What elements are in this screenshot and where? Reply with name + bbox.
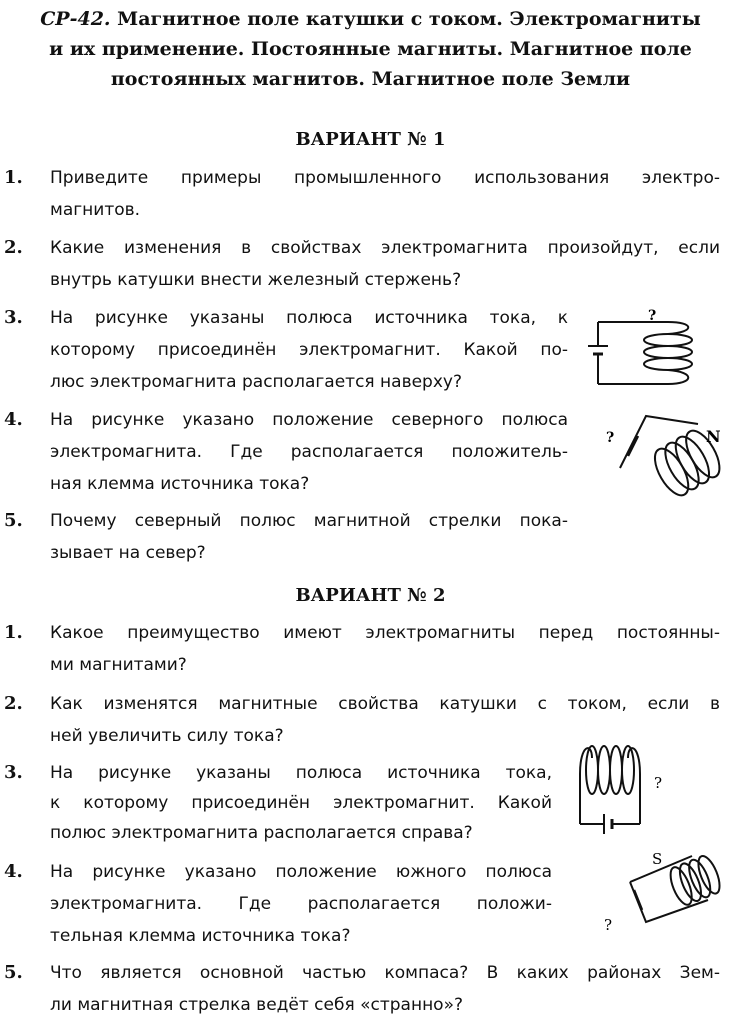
question-line: Приведите примеры промышленного использования электро- [50, 168, 720, 188]
question-line: зывает на север? [50, 543, 206, 563]
question-line: ми магнитами? [50, 655, 187, 675]
question-line: Что является основной частью компаса? В каких районах Зем- [50, 963, 720, 983]
title-line-1: СР-42. Магнитное поле катушки с током. Электромагниты [40, 8, 701, 30]
question-line: На рисунке указано положение южного полюса [50, 862, 552, 882]
unknown-pole-label: ? [648, 308, 657, 324]
question-line: которому присоединён электромагнит. Какой по- [50, 340, 568, 360]
worksheet-code: СР-42. [40, 8, 111, 30]
question-line: ней увеличить силу тока? [50, 726, 284, 746]
v2-q3-circuit-figure [574, 734, 724, 834]
question-number: 5. [4, 510, 23, 531]
question-line: внутрь катушки внести железный стержень? [50, 270, 462, 290]
question-number: 1. [4, 167, 23, 188]
question-number: 3. [4, 307, 23, 328]
question-line: Как изменятся магнитные свойства катушки с током, если в [50, 694, 720, 714]
question-line: На рисунке указаны полюса источника тока, к [50, 308, 568, 328]
question-line: ли магнитная стрелка ведёт себя «странно»? [50, 995, 464, 1015]
unknown-terminal-label: ? [604, 916, 613, 934]
variant-2-title: ВАРИАНТ № 2 [295, 585, 446, 606]
variant-1-title: ВАРИАНТ № 1 [295, 129, 446, 150]
question-line: магнитов. [50, 200, 141, 220]
question-line: полюс электромагнита располагается справа? [50, 823, 473, 843]
v2-q4-circuit-figure [596, 846, 736, 946]
question-line: люс электромагнита располагается наверху? [50, 372, 462, 392]
question-number: 1. [4, 622, 23, 643]
question-line: к которому присоединён электромагнит. Какой [50, 793, 552, 813]
question-line: На рисунке указано положение северного полюса [50, 410, 568, 430]
question-line: На рисунке указаны полюса источника тока, [50, 763, 552, 783]
north-pole-label: N [706, 427, 721, 446]
v1-q3-circuit-figure [584, 308, 734, 396]
question-line: ная клемма источника тока? [50, 474, 310, 494]
question-number: 2. [4, 693, 23, 714]
unknown-pole-label: ? [654, 774, 663, 792]
coil [666, 853, 724, 907]
title-line-3: постоянных магнитов. Магнитное поле Земли [110, 68, 631, 90]
south-pole-label: S [652, 850, 663, 868]
coil [580, 746, 640, 794]
page-title [0, 4, 741, 94]
question-line: тельная клемма источника тока? [50, 926, 351, 946]
question-line: Какие изменения в свойствах электромагнита произойдут, если [50, 238, 720, 258]
question-number: 3. [4, 762, 23, 783]
question-line: Какое преимущество имеют электромагниты перед постоянны- [50, 623, 720, 643]
question-number: 5. [4, 962, 23, 983]
coil [644, 322, 692, 384]
question-line: электромагнита. Где располагается положитель- [50, 442, 568, 462]
question-number: 2. [4, 237, 23, 258]
v1-q4-circuit-figure [598, 408, 738, 508]
question-line: электромагнита. Где располагается положи- [50, 894, 552, 914]
question-line: Почему северный полюс магнитной стрелки пока- [50, 511, 568, 531]
unknown-terminal-label: ? [606, 430, 615, 446]
battery-gap [634, 890, 642, 910]
question-number: 4. [4, 409, 23, 430]
question-number: 4. [4, 861, 23, 882]
battery-gap [628, 436, 638, 456]
title-line-2: и их применение. Постоянные магниты. Магнитное поле [49, 38, 692, 60]
